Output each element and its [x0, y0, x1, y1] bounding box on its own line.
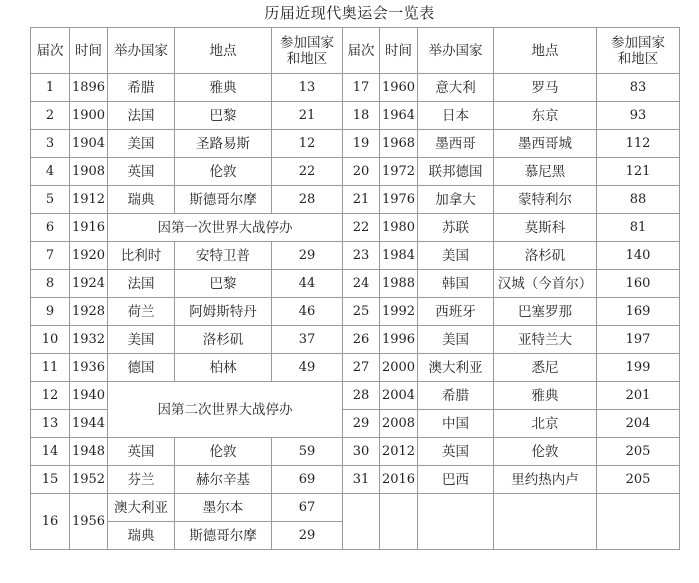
empty-cell — [380, 494, 418, 550]
table-row — [31, 494, 680, 522]
session-cell: 24 — [343, 270, 380, 298]
host-country-cell: 瑞典 — [108, 522, 175, 550]
col-header-host-country: 举办国家 — [418, 28, 494, 74]
host-country-cell: 英国 — [108, 438, 175, 466]
year-cell: 1936 — [70, 354, 108, 382]
host-country-cell: 瑞典 — [108, 186, 175, 214]
table-row — [31, 270, 680, 298]
host-country-cell: 苏联 — [418, 214, 494, 242]
session-cell: 17 — [343, 74, 380, 102]
nations-cell: 67 — [272, 494, 343, 522]
session-cell: 2 — [31, 102, 70, 130]
year-cell: 2008 — [380, 410, 418, 438]
nations-cell: 199 — [597, 354, 680, 382]
city-cell: 巴塞罗那 — [494, 298, 597, 326]
session-cell: 10 — [31, 326, 70, 354]
nations-cell: 205 — [597, 438, 680, 466]
nations-cell: 69 — [272, 466, 343, 494]
year-cell: 1948 — [70, 438, 108, 466]
city-cell: 墨西哥城 — [494, 130, 597, 158]
olympics-table — [30, 27, 680, 550]
table-title: 历届近现代奥运会一览表 — [264, 4, 435, 22]
session-cell: 21 — [343, 186, 380, 214]
nations-cell: 29 — [272, 242, 343, 270]
year-cell: 1908 — [70, 158, 108, 186]
host-country-cell: 巴西 — [418, 466, 494, 494]
city-cell: 洛杉矶 — [494, 242, 597, 270]
nations-cell: 112 — [597, 130, 680, 158]
session-cell: 29 — [343, 410, 380, 438]
city-cell: 圣路易斯 — [175, 130, 272, 158]
city-cell: 柏林 — [175, 354, 272, 382]
city-cell: 墨尔本 — [175, 494, 272, 522]
nations-cell: 160 — [597, 270, 680, 298]
year-cell: 2004 — [380, 382, 418, 410]
year-cell: 2016 — [380, 466, 418, 494]
host-country-cell: 澳大利亚 — [108, 494, 175, 522]
city-cell: 安特卫普 — [175, 242, 272, 270]
table-row — [31, 382, 680, 410]
host-country-cell: 加拿大 — [418, 186, 494, 214]
session-cell: 11 — [31, 354, 70, 382]
cancelled-note: 因第二次世界大战停办 — [108, 382, 343, 438]
session-cell: 14 — [31, 438, 70, 466]
host-country-cell: 法国 — [108, 102, 175, 130]
session-cell: 18 — [343, 102, 380, 130]
year-cell: 1972 — [380, 158, 418, 186]
year-cell: 1932 — [70, 326, 108, 354]
host-country-cell: 英国 — [108, 158, 175, 186]
host-country-cell: 英国 — [418, 438, 494, 466]
city-cell: 里约热内卢 — [494, 466, 597, 494]
table-row — [31, 242, 680, 270]
nations-cell: 204 — [597, 410, 680, 438]
session-cell: 30 — [343, 438, 380, 466]
year-cell: 1952 — [70, 466, 108, 494]
city-cell: 罗马 — [494, 74, 597, 102]
year-cell: 1992 — [380, 298, 418, 326]
city-cell: 伦敦 — [175, 158, 272, 186]
host-country-cell: 希腊 — [418, 382, 494, 410]
session-cell: 19 — [343, 130, 380, 158]
session-cell: 9 — [31, 298, 70, 326]
host-country-cell: 美国 — [418, 326, 494, 354]
city-cell: 伦敦 — [175, 438, 272, 466]
session-cell: 6 — [31, 214, 70, 242]
host-country-cell: 美国 — [418, 242, 494, 270]
nations-cell: 21 — [272, 102, 343, 130]
host-country-cell: 比利时 — [108, 242, 175, 270]
year-cell: 1924 — [70, 270, 108, 298]
year-cell: 2012 — [380, 438, 418, 466]
session-cell: 25 — [343, 298, 380, 326]
year-cell: 1900 — [70, 102, 108, 130]
year-cell: 1904 — [70, 130, 108, 158]
nations-cell: 121 — [597, 158, 680, 186]
year-cell: 1940 — [70, 382, 108, 410]
nations-cell: 44 — [272, 270, 343, 298]
year-cell: 1976 — [380, 186, 418, 214]
host-country-cell: 德国 — [108, 354, 175, 382]
col-header-session: 届次 — [31, 28, 70, 74]
session-cell: 15 — [31, 466, 70, 494]
host-country-cell: 中国 — [418, 410, 494, 438]
year-cell: 1980 — [380, 214, 418, 242]
host-country-cell: 荷兰 — [108, 298, 175, 326]
city-cell: 伦敦 — [494, 438, 597, 466]
empty-cell — [343, 494, 380, 550]
city-cell: 蒙特利尔 — [494, 186, 597, 214]
city-cell: 莫斯科 — [494, 214, 597, 242]
nations-cell: 59 — [272, 438, 343, 466]
city-cell: 慕尼黑 — [494, 158, 597, 186]
nations-cell: 81 — [597, 214, 680, 242]
table-row — [31, 102, 680, 130]
year-cell: 1928 — [70, 298, 108, 326]
session-cell: 7 — [31, 242, 70, 270]
city-cell: 斯德哥尔摩 — [175, 186, 272, 214]
city-cell: 亚特兰大 — [494, 326, 597, 354]
table-row — [31, 186, 680, 214]
city-cell: 悉尼 — [494, 354, 597, 382]
col-header-nations: 参加国家 和地区 — [597, 28, 680, 74]
nations-cell: 46 — [272, 298, 343, 326]
col-header-city: 地点 — [494, 28, 597, 74]
nations-cell: 197 — [597, 326, 680, 354]
host-country-cell: 联邦德国 — [418, 158, 494, 186]
session-cell: 1 — [31, 74, 70, 102]
table-row — [31, 326, 680, 354]
session-cell: 5 — [31, 186, 70, 214]
col-header-year: 时间 — [380, 28, 418, 74]
table-row — [31, 130, 680, 158]
empty-cell — [597, 494, 680, 550]
session-cell: 28 — [343, 382, 380, 410]
host-country-cell: 西班牙 — [418, 298, 494, 326]
table-row — [31, 214, 680, 242]
host-country-cell: 墨西哥 — [418, 130, 494, 158]
col-header-host-country: 举办国家 — [108, 28, 175, 74]
session-cell: 27 — [343, 354, 380, 382]
session-cell: 23 — [343, 242, 380, 270]
nations-cell: 22 — [272, 158, 343, 186]
session-cell: 22 — [343, 214, 380, 242]
city-cell: 洛杉矶 — [175, 326, 272, 354]
nations-cell: 201 — [597, 382, 680, 410]
host-country-cell: 意大利 — [418, 74, 494, 102]
session-cell: 16 — [31, 494, 70, 550]
city-cell: 巴黎 — [175, 270, 272, 298]
nations-cell: 49 — [272, 354, 343, 382]
nations-cell: 88 — [597, 186, 680, 214]
city-cell: 汉城（今首尔） — [494, 270, 597, 298]
cancelled-note: 因第一次世界大战停办 — [108, 214, 343, 242]
session-cell: 20 — [343, 158, 380, 186]
host-country-cell: 美国 — [108, 326, 175, 354]
city-cell: 东京 — [494, 102, 597, 130]
year-cell: 2000 — [380, 354, 418, 382]
year-cell: 1968 — [380, 130, 418, 158]
city-cell: 北京 — [494, 410, 597, 438]
city-cell: 阿姆斯特丹 — [175, 298, 272, 326]
header-row — [31, 28, 680, 74]
year-cell: 1944 — [70, 410, 108, 438]
nations-cell: 93 — [597, 102, 680, 130]
host-country-cell: 美国 — [108, 130, 175, 158]
city-cell: 赫尔辛基 — [175, 466, 272, 494]
table-row — [31, 354, 680, 382]
year-cell: 1896 — [70, 74, 108, 102]
col-header-session: 届次 — [343, 28, 380, 74]
table-row — [31, 298, 680, 326]
year-cell: 1984 — [380, 242, 418, 270]
session-cell: 13 — [31, 410, 70, 438]
session-cell: 4 — [31, 158, 70, 186]
nations-cell: 28 — [272, 186, 343, 214]
nations-cell: 169 — [597, 298, 680, 326]
nations-cell: 13 — [272, 74, 343, 102]
session-cell: 8 — [31, 270, 70, 298]
table-row — [31, 438, 680, 466]
nations-cell: 29 — [272, 522, 343, 550]
session-cell: 3 — [31, 130, 70, 158]
city-cell: 巴黎 — [175, 102, 272, 130]
col-header-year: 时间 — [70, 28, 108, 74]
city-cell: 雅典 — [175, 74, 272, 102]
year-cell: 1916 — [70, 214, 108, 242]
table-row — [31, 466, 680, 494]
nations-cell: 37 — [272, 326, 343, 354]
year-cell: 1964 — [380, 102, 418, 130]
year-cell: 1956 — [70, 494, 108, 550]
nations-cell: 205 — [597, 466, 680, 494]
year-cell: 1960 — [380, 74, 418, 102]
nations-cell: 140 — [597, 242, 680, 270]
nations-cell: 83 — [597, 74, 680, 102]
year-cell: 1996 — [380, 326, 418, 354]
city-cell: 斯德哥尔摩 — [175, 522, 272, 550]
host-country-cell: 芬兰 — [108, 466, 175, 494]
empty-cell — [418, 494, 494, 550]
year-cell: 1920 — [70, 242, 108, 270]
empty-cell — [494, 494, 597, 550]
host-country-cell: 法国 — [108, 270, 175, 298]
table-row — [31, 158, 680, 186]
host-country-cell: 韩国 — [418, 270, 494, 298]
city-cell: 雅典 — [494, 382, 597, 410]
year-cell: 1988 — [380, 270, 418, 298]
host-country-cell: 希腊 — [108, 74, 175, 102]
session-cell: 31 — [343, 466, 380, 494]
host-country-cell: 日本 — [418, 102, 494, 130]
host-country-cell: 澳大利亚 — [418, 354, 494, 382]
session-cell: 26 — [343, 326, 380, 354]
year-cell: 1912 — [70, 186, 108, 214]
session-cell: 12 — [31, 382, 70, 410]
col-header-city: 地点 — [175, 28, 272, 74]
col-header-nations: 参加国家 和地区 — [272, 28, 343, 74]
table-row — [31, 74, 680, 102]
nations-cell: 12 — [272, 130, 343, 158]
